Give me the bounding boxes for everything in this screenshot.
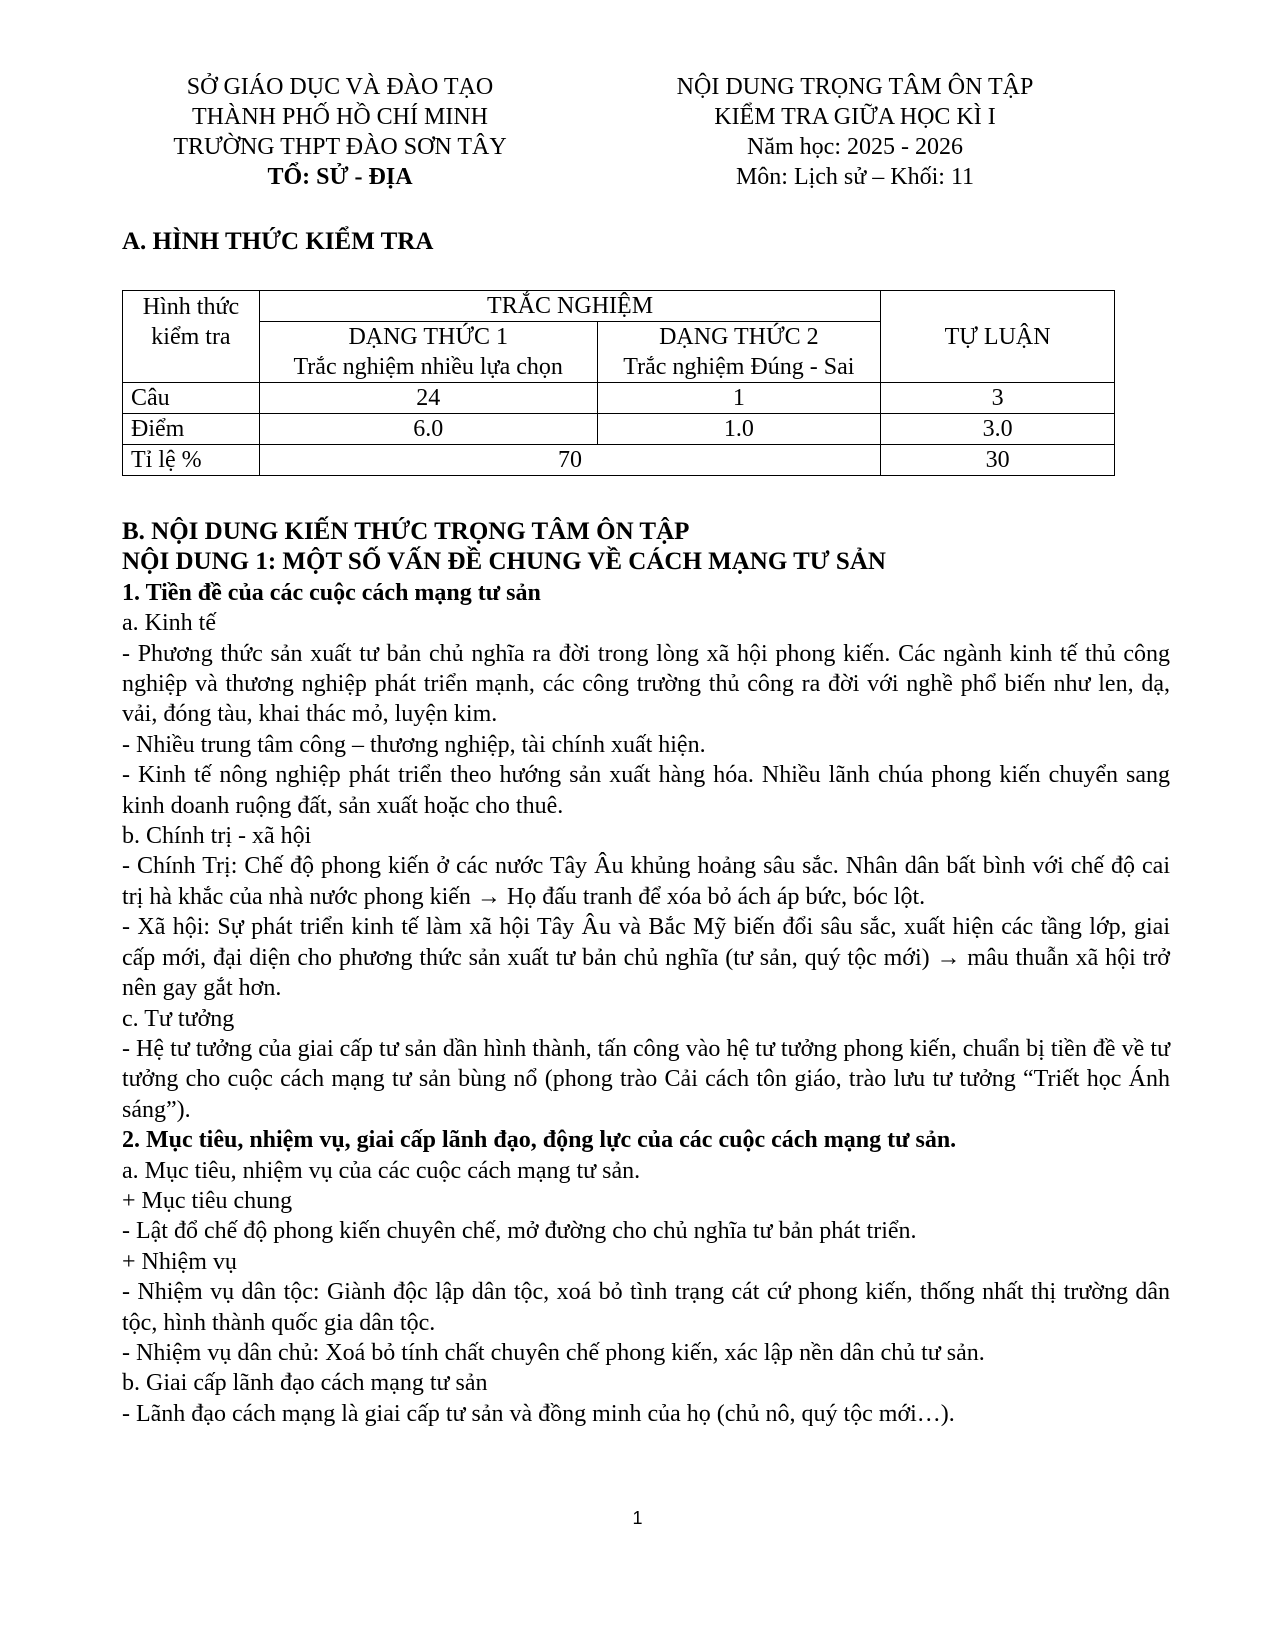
paragraph: - Lãnh đạo cách mạng là giai cấp tư sản và đồng minh của họ (chủ nô, quý tộc mới…). (122, 1400, 955, 1427)
doc-title: NỘI DUNG TRỌNG TÂM ÔN TẬP (676, 74, 1034, 100)
paragraph: - Hệ tư tưởng của giai cấp tư sản dần hình thành, tấn công vào hệ tư tưởng phong kiến, chuẩn bị tiền đề về tư tưởng cho cuộc cách mạng tư sản bùng nổ (phong trào Cải cách tôn giáo, trào lưu tư tưởng “Triết học Ánh sáng”). (122, 1035, 1170, 1123)
table-row: Tỉ lệ % 70 30 (123, 445, 1115, 476)
header-school: TRƯỜNG THPT ĐÀO SƠN TÂY (173, 134, 507, 160)
header-city: THÀNH PHỐ HỒ CHÍ MINH (192, 104, 488, 130)
sub-heading: a. Mục tiêu, nhiệm vụ của các cuộc cách mạng tư sản. (122, 1157, 641, 1184)
doc-subtitle: KIỂM TRA GIỮA HỌC KÌ I (714, 104, 996, 130)
sub-heading: b. Giai cấp lãnh đạo cách mạng tư sản (122, 1370, 488, 1397)
subject-grade: Môn: Lịch sử – Khối: 11 (735, 164, 975, 190)
paragraph: - Nhiệm vụ dân tộc: Giành độc lập dân tộc, xoá bỏ tình trạng cát cứ phong kiến, thống nhất thị trường dân tộc, hình thành quốc gia dân tộc. (122, 1279, 1170, 1336)
paragraph: + Mục tiêu chung (122, 1187, 293, 1214)
header-cell-essay: TỰ LUẬN (881, 291, 1115, 383)
header-cell-multiple-choice: TRẮC NGHIỆM (259, 291, 880, 322)
sub-heading: c. Tư tưởng (122, 1005, 235, 1032)
header-right (630, 72, 1080, 192)
topic-heading: NỘI DUNG 1: MỘT SỐ VẤN ĐỀ CHUNG VỀ CÁCH MẠNG TƯ SẢN (122, 548, 886, 576)
paragraph: - Nhiều trung tâm công – thương nghiệp, tài chính xuất hiện. (122, 731, 706, 758)
paragraph: - Kinh tế nông nghiệp phát triển theo hướng sản xuất hàng hóa. Nhiều lãnh chúa phong kiến chuyển sang kinh doanh ruộng đất, sản xuất hoặc cho thuê. (122, 762, 1170, 819)
table-row: Điểm 6.0 1.0 3.0 (123, 414, 1115, 445)
header-cell-format-2: DẠNG THỨC 2 Trắc nghiệm Đúng - Sai (597, 322, 881, 383)
header-cell-format-1: DẠNG THỨC 1 Trắc nghiệm nhiều lựa chọn (259, 322, 597, 383)
header-left (120, 72, 560, 192)
header-group: TỔ: SỬ - ĐỊA (267, 164, 413, 190)
paragraph: - Lật đổ chế độ phong kiến chuyên chế, mở đường cho chủ nghĩa tư bản phát triển. (122, 1218, 917, 1245)
section-b-heading: B. NỘI DUNG KIẾN THỨC TRỌNG TÂM ÔN TẬP (122, 518, 690, 545)
paragraph: - Xã hội: Sự phát triển kinh tế làm xã hội Tây Âu và Bắc Mỹ biến đổi sâu sắc, xuất hiện các tầng lớp, giai cấp mới, đại diện cho phương thức sản xuất tư bản chủ nghĩa (tư sản, quý tộc mới) → mâu thuẫn xã hội trở nên gay gắt hơn. (122, 914, 1170, 1002)
sub-heading: a. Kinh tế (122, 610, 216, 637)
subsection-heading: 1. Tiền đề của các cuộc cách mạng tư sản (122, 579, 541, 606)
exam-format-table (122, 290, 1115, 476)
header-cell-form: Hình thức kiểm tra (123, 291, 260, 383)
sub-heading: b. Chính trị - xã hội (122, 823, 312, 850)
header-department: SỞ GIÁO DỤC VÀ ĐÀO TẠO (186, 74, 494, 100)
section-a-heading: A. HÌNH THỨC KIỂM TRA (122, 228, 434, 255)
paragraph: - Phương thức sản xuất tư bản chủ nghĩa ra đời trong lòng xã hội phong kiến. Các ngành kinh tế thủ công nghiệp và thương nghiệp phát triển mạnh, các công trường thủ công ra đời với nghề phổ biến như len, dạ, vải, đóng tàu, khai thác mỏ, luyện kim. (122, 640, 1170, 728)
paragraph: - Nhiệm vụ dân chủ: Xoá bỏ tính chất chuyên chế phong kiến, xác lập nền dân chủ tư sản. (122, 1339, 985, 1366)
paragraph: + Nhiệm vụ (122, 1248, 237, 1275)
page-number: 1 (632, 1508, 643, 1528)
table-row: Câu 24 1 3 (123, 383, 1115, 414)
subsection-heading: 2. Mục tiêu, nhiệm vụ, giai cấp lãnh đạo, động lực của các cuộc cách mạng tư sản. (122, 1127, 957, 1154)
paragraph: - Chính Trị: Chế độ phong kiến ở các nước Tây Âu khủng hoảng sâu sắc. Nhân dân bất bình với chế độ cai trị hà khắc của nhà nước phong kiến → Họ đấu tranh để xóa bỏ ách áp bức, bóc lột. (122, 853, 1170, 910)
school-year: Năm học: 2025 - 2026 (747, 134, 963, 160)
content-body (122, 517, 1170, 1429)
